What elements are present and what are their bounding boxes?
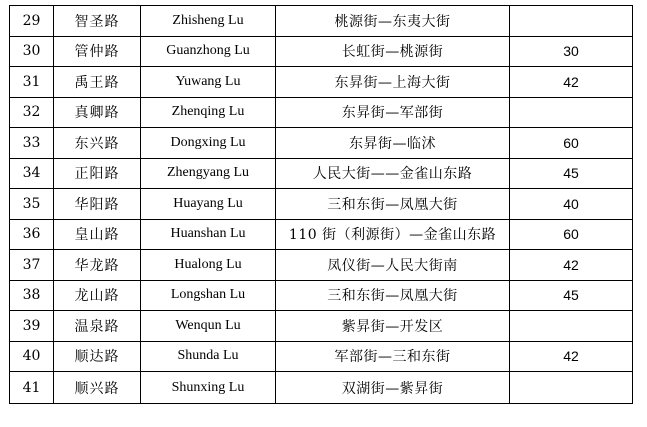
table-row bbox=[10, 128, 633, 159]
road-section: 三和东街—凤凰大街 bbox=[276, 189, 510, 220]
road-pinyin: Shunda Lu bbox=[141, 341, 276, 372]
road-name: 顺兴路 bbox=[54, 372, 141, 404]
table-row bbox=[10, 250, 633, 281]
road-pinyin: Guanzhong Lu bbox=[141, 36, 276, 67]
road-section: 人民大街——金雀山东路 bbox=[276, 158, 510, 189]
road-name: 真卿路 bbox=[54, 97, 141, 128]
road-width: 42 bbox=[510, 341, 633, 372]
road-width: 45 bbox=[510, 280, 633, 311]
row-number: 35 bbox=[10, 189, 54, 220]
row-number: 31 bbox=[10, 67, 54, 98]
road-section: 军部街—三和东街 bbox=[276, 341, 510, 372]
road-width bbox=[510, 97, 633, 128]
row-number: 32 bbox=[10, 97, 54, 128]
row-number: 38 bbox=[10, 280, 54, 311]
road-pinyin: Hualong Lu bbox=[141, 250, 276, 281]
road-pinyin: Huanshan Lu bbox=[141, 219, 276, 250]
row-number: 37 bbox=[10, 250, 54, 281]
road-width: 42 bbox=[510, 67, 633, 98]
road-name: 禹王路 bbox=[54, 67, 141, 98]
road-name: 皇山路 bbox=[54, 219, 141, 250]
table-row bbox=[10, 372, 633, 404]
road-section: 三和东街—凤凰大街 bbox=[276, 280, 510, 311]
road-section: 紫昇街—开发区 bbox=[276, 311, 510, 342]
road-table-body bbox=[10, 6, 633, 404]
road-width: 30 bbox=[510, 36, 633, 67]
road-pinyin: Wenqun Lu bbox=[141, 311, 276, 342]
road-pinyin: Yuwang Lu bbox=[141, 67, 276, 98]
row-number: 30 bbox=[10, 36, 54, 67]
road-section: 110 街（利源街）—金雀山东路 bbox=[276, 219, 510, 250]
table-row bbox=[10, 280, 633, 311]
road-pinyin: Zhengyang Lu bbox=[141, 158, 276, 189]
road-name: 温泉路 bbox=[54, 311, 141, 342]
road-pinyin: Zhisheng Lu bbox=[141, 6, 276, 37]
table-row bbox=[10, 311, 633, 342]
road-pinyin: Huayang Lu bbox=[141, 189, 276, 220]
road-width bbox=[510, 6, 633, 37]
road-pinyin: Shunxing Lu bbox=[141, 372, 276, 404]
table-row bbox=[10, 36, 633, 67]
road-width: 45 bbox=[510, 158, 633, 189]
row-number: 40 bbox=[10, 341, 54, 372]
road-section: 东昇街—临沭 bbox=[276, 128, 510, 159]
road-name: 正阳路 bbox=[54, 158, 141, 189]
road-section: 桃源街—东夷大街 bbox=[276, 6, 510, 37]
road-section: 东昇街—军部街 bbox=[276, 97, 510, 128]
road-section: 东昇街—上海大街 bbox=[276, 67, 510, 98]
road-width: 40 bbox=[510, 189, 633, 220]
road-section: 双湖街—紫昇街 bbox=[276, 372, 510, 404]
road-width bbox=[510, 311, 633, 342]
road-name: 顺达路 bbox=[54, 341, 141, 372]
road-name: 华阳路 bbox=[54, 189, 141, 220]
road-name: 东兴路 bbox=[54, 128, 141, 159]
table-row bbox=[10, 341, 633, 372]
road-name: 龙山路 bbox=[54, 280, 141, 311]
road-section: 长虹街—桃源街 bbox=[276, 36, 510, 67]
row-number: 36 bbox=[10, 219, 54, 250]
row-number: 33 bbox=[10, 128, 54, 159]
road-pinyin: Zhenqing Lu bbox=[141, 97, 276, 128]
table-row bbox=[10, 189, 633, 220]
table-row bbox=[10, 6, 633, 37]
road-width: 60 bbox=[510, 219, 633, 250]
row-number: 29 bbox=[10, 6, 54, 37]
road-section: 凤仪街—人民大街南 bbox=[276, 250, 510, 281]
row-number: 39 bbox=[10, 311, 54, 342]
road-pinyin: Dongxing Lu bbox=[141, 128, 276, 159]
road-table bbox=[9, 5, 633, 404]
road-width: 60 bbox=[510, 128, 633, 159]
road-width: 42 bbox=[510, 250, 633, 281]
road-pinyin: Longshan Lu bbox=[141, 280, 276, 311]
table-row bbox=[10, 219, 633, 250]
road-name: 智圣路 bbox=[54, 6, 141, 37]
road-width bbox=[510, 372, 633, 404]
road-name: 华龙路 bbox=[54, 250, 141, 281]
row-number: 41 bbox=[10, 372, 54, 404]
table-row bbox=[10, 97, 633, 128]
table-row bbox=[10, 67, 633, 98]
road-name: 管仲路 bbox=[54, 36, 141, 67]
row-number: 34 bbox=[10, 158, 54, 189]
table-row bbox=[10, 158, 633, 189]
